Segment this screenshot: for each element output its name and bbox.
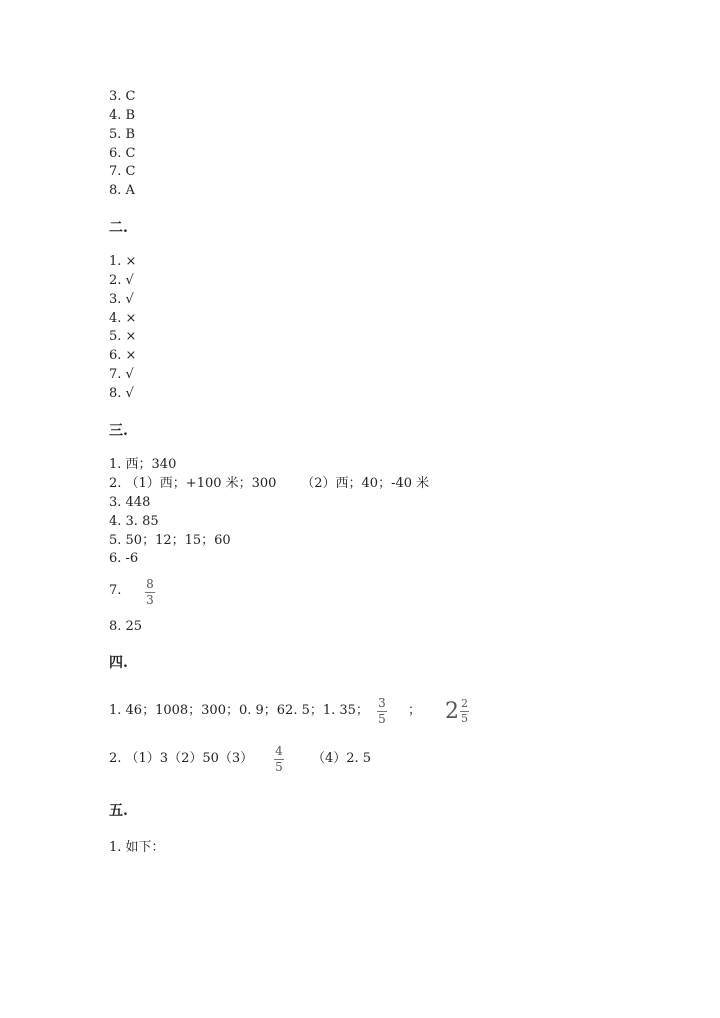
answer-item: 1. 如下：: [109, 840, 165, 855]
answer-item: 2. （1）3（2）50（3）: [109, 751, 254, 766]
fraction-numerator: 3: [378, 696, 386, 710]
section-heading: 五.: [109, 803, 128, 819]
fraction: [460, 698, 469, 725]
fraction-denominator: 3: [146, 593, 154, 607]
answer-item: 1. 46；1008；300；0. 9；62. 5；1. 35；: [109, 703, 369, 718]
answer-item: 4. ×: [109, 311, 137, 326]
answer-item: 6. ×: [109, 348, 137, 363]
answer-item: 3. C: [109, 89, 136, 104]
section-heading: 二.: [109, 220, 128, 236]
fraction: [145, 578, 155, 607]
answer-item: 5. 50；12；15；60: [109, 533, 231, 548]
answer-item: 8. 25: [109, 619, 143, 634]
answer-item: 8. √: [109, 386, 134, 401]
separator: ；: [408, 703, 422, 718]
fraction-numerator: 8: [146, 577, 154, 591]
answer-item-label: 7.: [109, 583, 122, 598]
answer-item: 3. 448: [109, 495, 151, 510]
fraction-denominator: 5: [461, 712, 468, 725]
answer-item: 5. ×: [109, 329, 137, 344]
answer-item: 7. √: [109, 367, 134, 382]
mixed-whole: 2: [445, 698, 459, 724]
answer-item: 2. （1）西；+100 米；300 （2）西；40；-40 米: [109, 476, 430, 491]
section-heading: 三.: [109, 423, 128, 439]
fraction: [377, 697, 387, 726]
fraction-numerator: 2: [461, 697, 468, 710]
fraction-denominator: 5: [275, 760, 283, 774]
answer-item: 6. -6: [109, 551, 139, 566]
fraction-numerator: 4: [275, 744, 283, 758]
answer-item: 8. A: [109, 183, 135, 198]
answer-item: 3. √: [109, 292, 134, 307]
answer-item: 4. 3. 85: [109, 514, 159, 529]
section-heading: 四.: [109, 655, 128, 671]
answer-item: 2. √: [109, 273, 134, 288]
mixed-number: [445, 698, 469, 725]
answer-item: 1. 西；340: [109, 457, 177, 472]
answer-item-tail: （4）2. 5: [312, 751, 372, 766]
answer-item: 5. B: [109, 127, 136, 142]
answer-item: 6. C: [109, 146, 136, 161]
fraction: [274, 745, 284, 774]
answer-item: 1. ×: [109, 254, 137, 269]
answer-item: 4. B: [109, 108, 136, 123]
answer-item: 7. C: [109, 164, 136, 179]
fraction-denominator: 5: [378, 712, 386, 726]
